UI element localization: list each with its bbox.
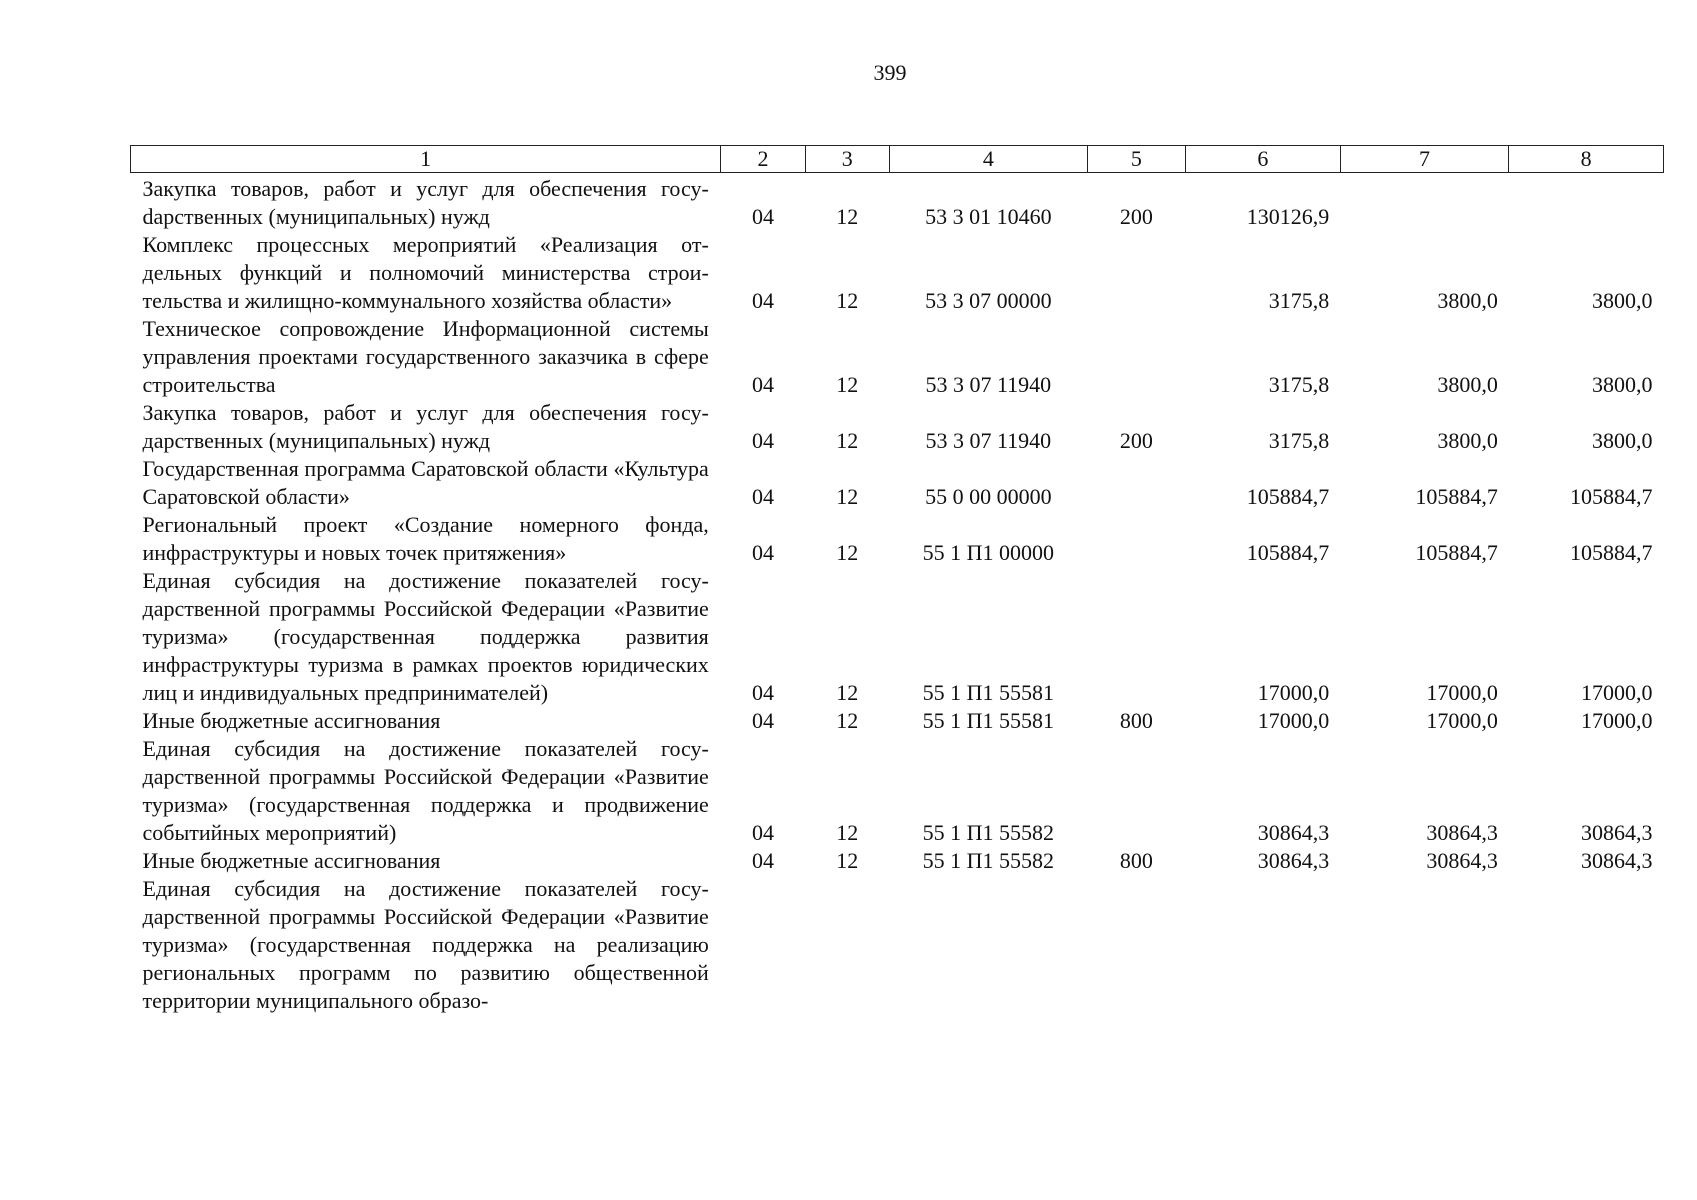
row-subsection-cell: 12 bbox=[836, 288, 859, 313]
row-amount-3-cell: 3800,0 bbox=[1592, 372, 1653, 397]
row-name-cell: Единая субсидия на достижение показателей государственной программы Российской Федерации «Развитие туризма» (государственная поддержка и продвижение событийных мероприятий) bbox=[142, 736, 709, 845]
row-subsection-cell bbox=[805, 875, 889, 1015]
row-amount-3-cell: 17000,0 bbox=[1581, 708, 1653, 733]
row-amount-1-cell: 3175,8 bbox=[1268, 428, 1330, 453]
row-subsection-cell: 12 bbox=[836, 540, 859, 565]
row-section-cell: 04 bbox=[751, 288, 774, 313]
row-subsection-cell: 12 bbox=[836, 372, 859, 397]
row-amount-1-cell: 3175,8 bbox=[1268, 372, 1330, 397]
row-amount-2-cell: 3800,0 bbox=[1437, 428, 1498, 453]
row-amount-2-cell: 3800,0 bbox=[1437, 372, 1498, 397]
row-amount-1-cell: 3175,8 bbox=[1268, 288, 1330, 313]
row-amount-2-cell bbox=[1340, 173, 1509, 232]
row-amount-3-cell bbox=[1509, 173, 1664, 232]
row-amount-3-cell: 30864,3 bbox=[1581, 848, 1653, 873]
row-target-article-cell bbox=[889, 875, 1087, 1015]
header-cell: 5 bbox=[1087, 146, 1185, 173]
table-body bbox=[131, 173, 1664, 1016]
row-amount-2-cell bbox=[1340, 875, 1509, 1015]
table-row bbox=[131, 231, 1664, 315]
row-expense-type-cell bbox=[1087, 315, 1185, 399]
row-target-article-cell: 53 3 07 11940 bbox=[925, 428, 1052, 453]
row-subsection-cell: 12 bbox=[836, 820, 859, 845]
row-target-article-cell: 53 3 07 00000 bbox=[925, 288, 1052, 313]
row-amount-1-cell: 17000,0 bbox=[1257, 708, 1330, 733]
row-section-cell: 04 bbox=[751, 540, 774, 565]
row-amount-1-cell: 17000,0 bbox=[1257, 680, 1330, 705]
row-expense-type-cell bbox=[1087, 455, 1185, 511]
table-row bbox=[131, 847, 1664, 875]
row-section-cell: 04 bbox=[751, 372, 774, 397]
row-expense-type-cell: 200 bbox=[1119, 204, 1153, 229]
row-subsection-cell: 12 bbox=[836, 428, 859, 453]
row-target-article-cell: 55 1 П1 55581 bbox=[922, 708, 1055, 733]
row-target-article-cell: 53 3 07 11940 bbox=[925, 372, 1052, 397]
table-row bbox=[131, 399, 1664, 455]
table-row bbox=[131, 315, 1664, 399]
row-target-article-cell: 55 1 П1 55582 bbox=[922, 848, 1055, 873]
table-row bbox=[131, 173, 1664, 232]
row-section-cell: 04 bbox=[751, 708, 774, 733]
row-name-cell: Техническое сопровождение Информационной системы управления проектами государственного заказчика в сфере строительства bbox=[142, 316, 709, 397]
row-expense-type-cell bbox=[1087, 511, 1185, 567]
row-section-cell: 04 bbox=[751, 484, 774, 509]
table-row bbox=[131, 567, 1664, 707]
row-amount-2-cell: 30864,3 bbox=[1426, 848, 1498, 873]
row-section-cell: 04 bbox=[751, 848, 774, 873]
row-target-article-cell: 53 3 01 10460 bbox=[925, 204, 1052, 229]
row-expense-type-cell bbox=[1087, 735, 1185, 847]
row-amount-2-cell: 17000,0 bbox=[1426, 680, 1498, 705]
row-section-cell: 04 bbox=[751, 820, 774, 845]
row-amount-2-cell: 105884,7 bbox=[1415, 484, 1498, 509]
row-amount-3-cell: 105884,7 bbox=[1570, 540, 1653, 565]
row-amount-1-cell bbox=[1186, 875, 1341, 1015]
row-amount-3-cell: 3800,0 bbox=[1592, 428, 1653, 453]
row-name-cell: Иные бюджетные ассигнования bbox=[142, 848, 441, 873]
row-target-article-cell: 55 1 П1 55581 bbox=[922, 680, 1055, 705]
header-cell: 1 bbox=[131, 146, 721, 173]
header-cell: 7 bbox=[1340, 146, 1509, 173]
row-section-cell bbox=[721, 875, 805, 1015]
table-row bbox=[131, 735, 1664, 847]
row-amount-1-cell: 105884,7 bbox=[1246, 540, 1330, 565]
row-amount-3-cell: 105884,7 bbox=[1570, 484, 1653, 509]
row-subsection-cell: 12 bbox=[836, 708, 859, 733]
table-row bbox=[131, 875, 1664, 1015]
row-name-cell: Региональный проект «Создание номерного фонда, инфраструктуры и новых точек притяжения» bbox=[142, 512, 709, 565]
row-target-article-cell: 55 1 П1 00000 bbox=[922, 540, 1055, 565]
header-cell: 8 bbox=[1509, 146, 1664, 173]
header-cell: 4 bbox=[889, 146, 1087, 173]
row-subsection-cell: 12 bbox=[836, 848, 859, 873]
row-amount-1-cell: 30864,3 bbox=[1257, 848, 1330, 873]
row-amount-3-cell: 30864,3 bbox=[1581, 820, 1653, 845]
row-expense-type-cell bbox=[1087, 567, 1185, 707]
row-amount-3-cell: 3800,0 bbox=[1592, 288, 1653, 313]
header-cell: 3 bbox=[805, 146, 889, 173]
table-row bbox=[131, 707, 1664, 735]
table-row bbox=[131, 455, 1664, 511]
row-amount-2-cell: 105884,7 bbox=[1415, 540, 1498, 565]
row-amount-2-cell: 30864,3 bbox=[1426, 820, 1498, 845]
row-subsection-cell: 12 bbox=[836, 484, 859, 509]
row-name-cell: Закупка товаров, работ и услуг для обеспечения госуdарственных (муниципальных) нужд bbox=[142, 176, 709, 229]
row-expense-type-cell bbox=[1087, 875, 1185, 1015]
row-subsection-cell: 12 bbox=[836, 204, 859, 229]
row-name-cell: Комплекс процессных мероприятий «Реализация отдельных функций и полномочий министерства строительства и жилищно-коммунального хозяйства области» bbox=[142, 232, 709, 313]
row-amount-1-cell: 30864,3 bbox=[1257, 820, 1330, 845]
row-name-cell: Единая субсидия на достижение показателей государственной программы Российской Федерации «Развитие туризма» (государственная поддержка развития инфраструктуры туризма в рамках проектов юридических лиц и индивидуальных предпринимателей) bbox=[142, 568, 709, 705]
row-name-cell: Закупка товаров, работ и услуг для обеспечения государственных (муниципальных) нужд bbox=[142, 400, 709, 453]
row-section-cell: 04 bbox=[751, 428, 774, 453]
header-cell: 6 bbox=[1186, 146, 1341, 173]
row-name-cell: Иные бюджетные ассигнования bbox=[142, 708, 441, 733]
header-cell: 2 bbox=[721, 146, 805, 173]
row-expense-type-cell: 800 bbox=[1119, 848, 1153, 873]
row-expense-type-cell: 200 bbox=[1119, 428, 1153, 453]
row-target-article-cell: 55 0 00 00000 bbox=[925, 484, 1052, 509]
row-name-cell: Единая субсидия на достижение показателей государственной программы Российской Федерации «Развитие туризма» (государственная поддержка на реализацию региональных программ по развитию общественной территории муниципального образо- bbox=[142, 876, 709, 1013]
row-amount-3-cell bbox=[1509, 875, 1664, 1015]
row-amount-2-cell: 17000,0 bbox=[1426, 708, 1498, 733]
row-amount-3-cell: 17000,0 bbox=[1581, 680, 1653, 705]
row-subsection-cell: 12 bbox=[836, 680, 859, 705]
row-expense-type-cell bbox=[1087, 231, 1185, 315]
row-section-cell: 04 bbox=[751, 680, 774, 705]
row-section-cell: 04 bbox=[751, 204, 774, 229]
header-row bbox=[131, 146, 1664, 173]
row-amount-2-cell: 3800,0 bbox=[1437, 288, 1498, 313]
row-target-article-cell: 55 1 П1 55582 bbox=[922, 820, 1055, 845]
budget-table bbox=[130, 145, 1664, 1015]
row-amount-1-cell: 130126,9 bbox=[1246, 204, 1330, 229]
row-amount-1-cell: 105884,7 bbox=[1246, 484, 1330, 509]
row-name-cell: Государственная программа Саратовской области «Культура Саратовской области» bbox=[142, 456, 709, 509]
row-expense-type-cell: 800 bbox=[1119, 708, 1153, 733]
page-number: 399 bbox=[873, 60, 907, 85]
table-row bbox=[131, 511, 1664, 567]
